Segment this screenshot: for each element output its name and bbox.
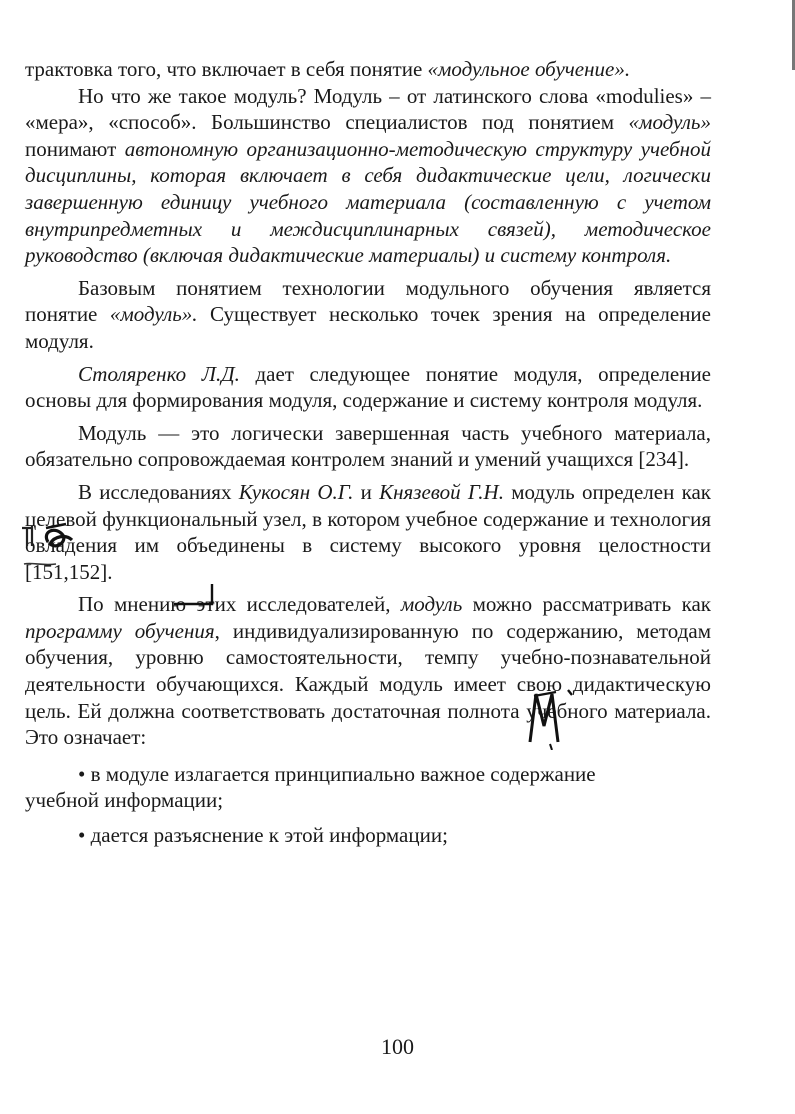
text-run: По мнению этих исследователей, <box>78 592 401 617</box>
text-run: трактовка того, что включает в себя понятие <box>25 57 428 81</box>
text-run: В исследованиях <box>78 479 239 504</box>
paragraph-basic-concept <box>25 275 711 355</box>
text-run: «модульное обучение». <box>427 57 631 81</box>
text-run: программу обучения <box>25 618 215 643</box>
bullet-item-1 <box>78 761 711 788</box>
text-run: «модуль». <box>109 302 198 327</box>
text-run: и <box>353 479 380 504</box>
page-number: 100 <box>381 1034 414 1059</box>
paragraph-module-quote <box>25 420 711 473</box>
text-run: Но что же такое модуль? Модуль – от латинского слова «modulies» – «мера», «способ». Большинство специалистов под понятием <box>25 83 711 135</box>
text-run: дает следующее понятие модуля, определение основы для формирования модуля, содержание и систему контроля модуля. <box>25 361 711 413</box>
text-run: модуль <box>400 592 463 617</box>
text-run: автономную организационно-методическую структуру учебной дисциплины, которая включает в себя дидактические цели, логически завершенную единицу учебного материала (составленную с учетом внутрипредметных и междисциплинарных связей), методическое руководство (включая дидактические материалы) и систему контроля. <box>25 136 711 268</box>
paragraph-researchers-opinion <box>25 591 711 751</box>
text-run: Кукосян О.Г. <box>238 479 354 504</box>
paragraph-intro-continuation <box>25 56 711 83</box>
bullet-item-1-text: • в модуле излагается принципиально важное содержание <box>78 761 596 786</box>
text-run: «модуль» <box>628 110 711 135</box>
bullet-item-2-text: • дается разъяснение к этой информации; <box>78 823 448 848</box>
text-run: , индивидуализированную по содержанию, методам обучения, уровню самостоятельности, темпу учебно-познавательной деятельности обучающихся. Каждый модуль имеет свою дидактическую цель. Ей должна соответствовать достаточная полнота учебного материала. Это означает: <box>25 618 711 750</box>
paragraph-stolyarenko <box>25 361 711 414</box>
text-run: можно рассматривать как <box>462 592 711 617</box>
text-run: модуль определен как целевой функциональный узел, в котором учебное содержание и технология овладения им объединены в систему высокого уровня целостности [151,152]. <box>25 479 711 584</box>
paragraph-kukosyan-knyazeva <box>25 479 711 585</box>
text-run: Столяренко Л.Д. <box>78 361 240 386</box>
text-run: понимают <box>25 136 125 161</box>
bullet-item-2 <box>78 822 711 849</box>
text-run: Князевой Г.Н. <box>379 479 504 504</box>
bullet-item-1-continuation: учебной информации; <box>25 788 224 813</box>
paragraph-module-definition <box>25 83 711 269</box>
text-run: Базовым понятием технологии модульного обучения является понятие <box>25 275 711 327</box>
text-run: Существует несколько точек зрения на определение модуля. <box>25 302 711 353</box>
text-run: Модуль — это логически завершенная часть учебного материала, обязательно сопровождаемая контролем знаний и умений учащихся [234]. <box>25 420 711 472</box>
